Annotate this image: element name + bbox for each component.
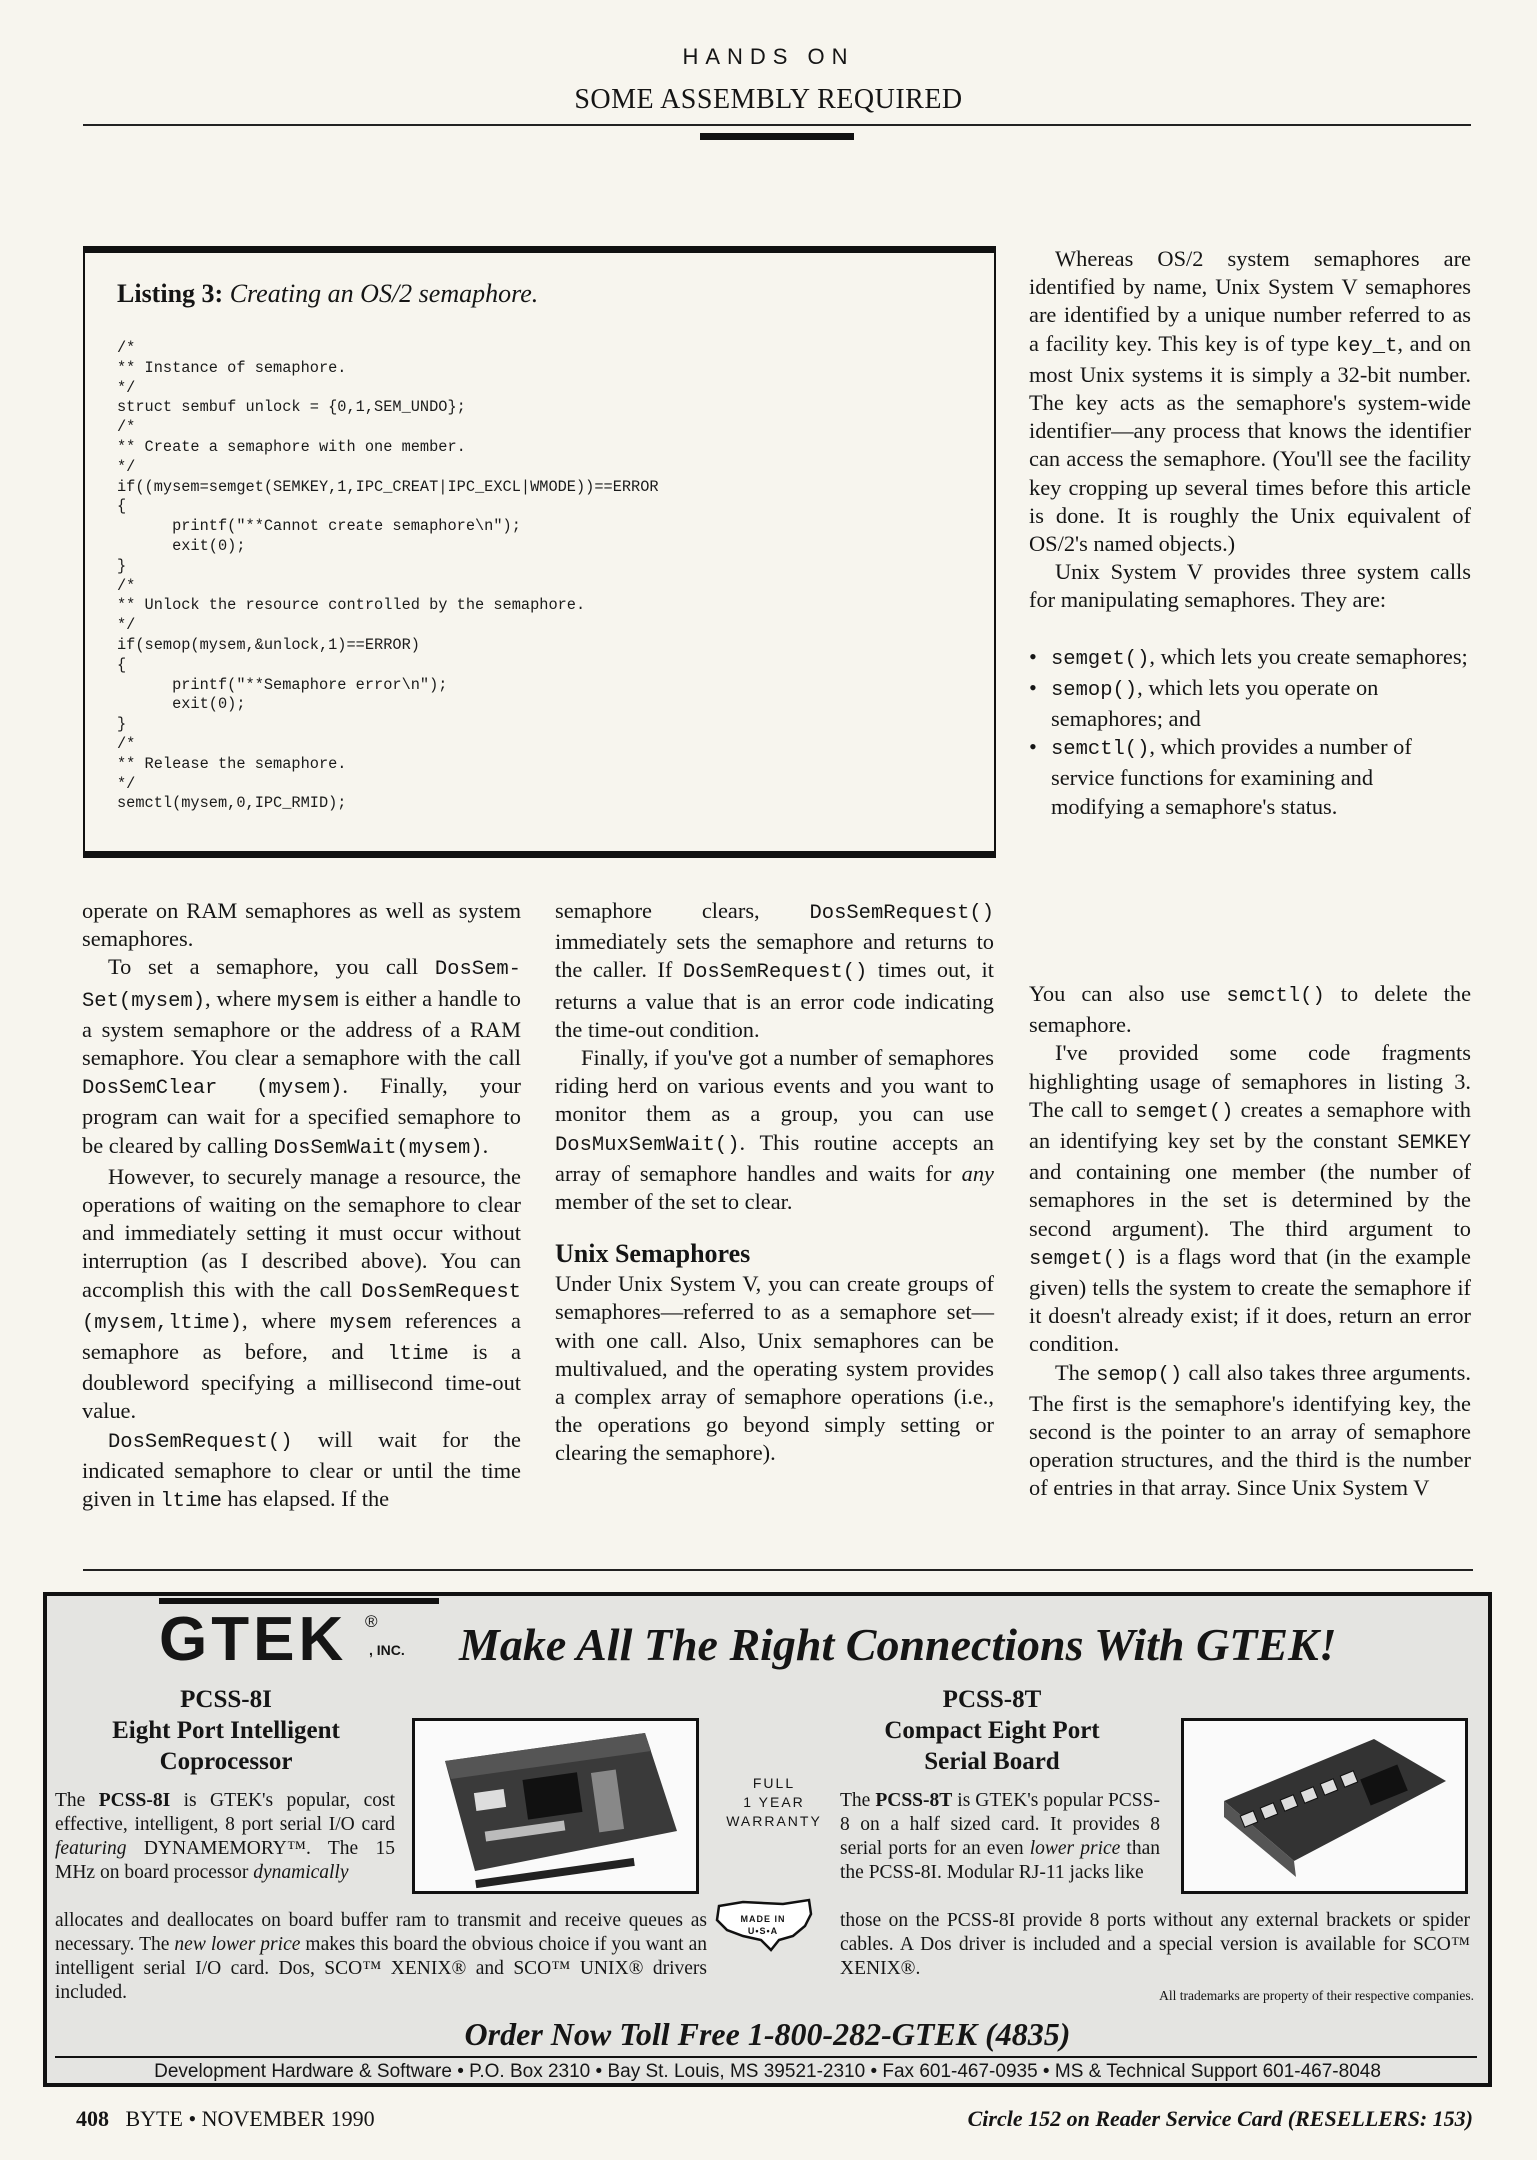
subheading: Unix Semaphores bbox=[555, 1239, 751, 1269]
article-paragraph: semaphore clears, DosSemRequest() immediately sets the semaphore and returns to the caller. If DosSemRequest() times out, it returns a value that is an error code indicating the time-out condition. bbox=[555, 898, 994, 1042]
system-calls-list bbox=[1029, 643, 1471, 821]
article-column-3-bottom bbox=[1029, 980, 1471, 1503]
listing-label: Listing 3: bbox=[117, 279, 224, 308]
article-paragraph: However, to securely manage a resource, the operations of waiting on the semaphore to clear and immediately setting it must occur without interruption (as I described above). You can accomplish this with the call DosSemRequest (mysem,ltime), where mysem references a semaphore as before, and ltime is a doubleword specifying a millisecond time-out value. bbox=[82, 1163, 521, 1424]
ad-separator-rule bbox=[83, 1569, 1473, 1571]
article-column-3-top bbox=[1029, 245, 1471, 821]
article-paragraph: To set a semaphore, you call DosSem-Set(mysem), where mysem is either a handle to a system semaphore or the address of a RAM semaphore. You clear a semaphore with the call DosSemClear (mysem). Finally, your program can wait for a specified semaphore to be cleared by calling DosSemWait(mysem). bbox=[82, 954, 521, 1160]
product-2-name: PCSS-8T bbox=[942, 1686, 1042, 1713]
pcss-8i-board-photo bbox=[412, 1718, 699, 1894]
section-headline: SOME ASSEMBLY REQUIRED bbox=[574, 84, 963, 115]
product-2-subtitle: Compact Eight Port bbox=[884, 1717, 1100, 1744]
list-item: • semctl(), which provides a number of service functions for examining and modifying a semaphore's status. bbox=[1029, 733, 1471, 821]
article-paragraph: Finally, if you've got a number of semaphores riding herd on various events and you want to monitor them as a group, you can use DosMuxSemWait(). This routine accepts an array of semaphore handles and waits for any member of the set to clear. bbox=[555, 1045, 994, 1215]
section-kicker: HANDS ON bbox=[682, 44, 855, 69]
product-1-subtitle: Eight Port Intelligent bbox=[112, 1717, 340, 1744]
article-paragraph: You can also use semctl() to delete the semaphore. bbox=[1029, 981, 1472, 1038]
page-footer bbox=[76, 2106, 375, 2132]
product-1-heading bbox=[72, 1684, 380, 1777]
page-number: 408 bbox=[76, 2106, 109, 2131]
pcss-8t-board-photo bbox=[1181, 1718, 1468, 1894]
product-2-description: those on the PCSS-8I provide 8 ports without any external brackets or spider cables. A Dos driver is included and a special version is available for SCO™ XENIX®. bbox=[840, 1910, 1470, 1979]
article-paragraph: The semop() call also takes three arguments. The first is the semaphore's identifying key, the second is the pointer to an array of semaphore operation structures, and the third is the number of entries in that array. Since Unix System V bbox=[1029, 1359, 1471, 1501]
product-1-name: PCSS-8I bbox=[180, 1686, 272, 1713]
ad-headline: Make All The Right Connections With GTEK! bbox=[459, 1619, 1337, 1670]
gtek-inc: , INC. bbox=[369, 1642, 405, 1658]
gtek-advertisement bbox=[43, 1592, 1492, 2087]
trademarks-note: All trademarks are property of their respective companies. bbox=[1159, 1988, 1474, 2003]
header-bar bbox=[700, 133, 854, 140]
article-paragraph: operate on RAM semaphores as well as system semaphores. bbox=[82, 898, 521, 952]
article-column-1 bbox=[82, 897, 521, 1516]
article-paragraph: DosSemRequest() will wait for the indicated semaphore to clear or until the time given in ltime has elapsed. If the bbox=[82, 1426, 521, 1514]
product-2-subtitle: Serial Board bbox=[924, 1748, 1060, 1775]
article-column-2 bbox=[555, 897, 994, 1468]
product-1-subtitle: Coprocessor bbox=[159, 1748, 293, 1775]
list-item: • semget(), which lets you create semaphores; bbox=[1029, 643, 1471, 674]
made-in-label: MADE IN bbox=[740, 1914, 786, 1924]
article-paragraph: Under Unix System V, you can create groups of semaphores—referred to as a semaphore set—with one call. Also, Unix semaphores can be multivalued, and the operating system provides a complex array of semaphore operations (i.e., the operations go beyond simply setting or clearing the semaphore). bbox=[555, 1271, 994, 1466]
listing-box bbox=[83, 246, 996, 858]
product-1-description: The PCSS-8I is GTEK's popular, cost effective, intelligent, 8 port serial I/O card featuring DYNAMEMORY™. The 15 MHz on board processor dynamically bbox=[55, 1790, 395, 1883]
product-1-description: allocates and deallocates on board buffer ram to transmit and receive queues as necessary. The new lower price makes this board the obvious choice if you want an intelligent serial I/O card. Dos, SCO™ XENIX® and SCO™ UNIX® drivers included. bbox=[55, 1910, 707, 2003]
reader-service-note: Circle 152 on Reader Service Card (RESELLERS: 153) bbox=[967, 2106, 1473, 2131]
article-paragraph: Whereas OS/2 system semaphores are identified by name, Unix System V semaphores are identified by a unique number referred to as a facility key. This key is of type key_t, and on most Unix systems it is simply a 32-bit number. The key acts as the semaphore's system-wide identifier—any process that knows the identifier can access the semaphore. (You'll see the facility key cropping up several times before this article is done. It is roughly the Unix equivalent of OS/2's named objects.) bbox=[1029, 246, 1472, 557]
registered-mark: ® bbox=[365, 1612, 378, 1631]
usa-label: U•S•A bbox=[747, 1926, 779, 1936]
gtek-logo: GTEK bbox=[159, 1605, 348, 1674]
article-paragraph: Unix System V provides three system calls for manipulating semaphores. They are: bbox=[1029, 559, 1471, 613]
ad-address: Development Hardware & Software • P.O. Box 2310 • Bay St. Louis, MS 39521-2310 • Fax 601-467-0935 • MS & Technical Support 601-467-8048 bbox=[154, 2061, 1381, 2082]
publication-info: BYTE • NOVEMBER 1990 bbox=[125, 2106, 375, 2131]
listing-title bbox=[117, 279, 538, 309]
header-rule bbox=[83, 124, 1471, 126]
listing-caption: Creating an OS/2 semaphore. bbox=[229, 279, 539, 308]
order-phone: Order Now Toll Free 1-800-282-GTEK (4835) bbox=[464, 2016, 1071, 2052]
product-2-description: The PCSS-8T is GTEK's popular PCSS-8 on a half sized card. It provides 8 serial ports for an even lower price than the PCSS-8I. Modular RJ-11 jacks like bbox=[840, 1790, 1160, 1883]
list-item: • semop(), which lets you operate on semaphores; and bbox=[1029, 674, 1471, 733]
made-in-usa-badge bbox=[713, 1896, 817, 1954]
warranty-label: FULL 1 YEAR WARRANTY bbox=[726, 1775, 822, 1829]
article-paragraph: I've provided some code fragments highlighting usage of semaphores in listing 3. The call to semget() creates a semaphore with an identifying key set by the constant SEMKEY and containing one member (the number of semaphores in the set is determined by the second argument). The third argument to semget() is a flags word that (in the example given) tells the system to create the semaphore if it doesn't already exist; if it does, return an error condition. bbox=[1029, 1040, 1472, 1357]
product-2-heading bbox=[837, 1684, 1147, 1777]
listing-code: /* ** Instance of semaphore. */ struct sembuf unlock = {0,1,SEM_UNDO}; /* ** Create a semaphore with one member. */ if((mysem=semget(SEMKEY,1,IPC_CREAT|IPC_EXCL|WMODE))==ERROR { printf("**Cannot create semaphore\n"); exit(0); } /* ** Unlock the resource controlled by the semaphore. */ if(semop(mysem,&unlock,1)==ERROR) { printf("**Semaphore error\n"); exit(0); } /* ** Release the semaphore. */ semctl(mysem,0,IPC_RMID); bbox=[117, 339, 659, 813]
